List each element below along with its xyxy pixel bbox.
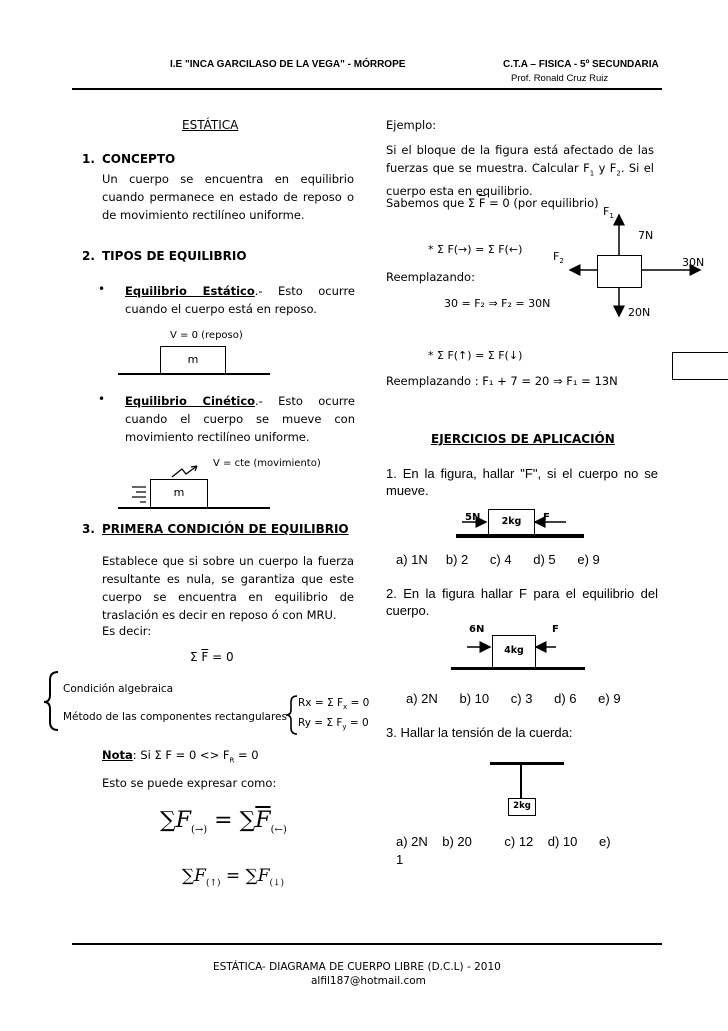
q3-block xyxy=(508,798,536,816)
section-3-es-decir: Es decir: xyxy=(102,624,152,638)
footer-email: alfil187@hotmail.com xyxy=(311,975,426,987)
sum-f-zero-value: = 0 xyxy=(212,650,234,664)
fig2-floor xyxy=(118,507,270,509)
ejemplo-sub-1: 1 xyxy=(589,169,595,178)
condicion-algebraica: Condición algebraica xyxy=(63,683,174,695)
label-f1-sub: 1 xyxy=(609,212,614,221)
footer-rule xyxy=(72,943,662,945)
section-1-text: Un cuerpo se encuentra en equilibrio cuando permanece en estado de reposo o de movimiento rectilíneo uniforme. xyxy=(102,172,354,222)
q2-label-f: F xyxy=(552,624,559,635)
question-3: 3. Hallar la tensión de la cuerda: xyxy=(386,725,573,740)
fig1-floor xyxy=(118,373,270,375)
bullet-1-title: Equilibrio Estático xyxy=(125,284,255,298)
q2-arrows xyxy=(0,0,1,1)
ejemplo-text-2: . Si el cuerpo esta en equilibrio. xyxy=(386,161,654,199)
question-2: 2. En la figura hallar F para el equilibrio del cuerpo. xyxy=(386,586,658,618)
q1-label-5n: 5N xyxy=(465,512,481,523)
nota xyxy=(102,748,259,764)
section-2-number: 2. xyxy=(82,249,95,263)
expresion-text: Esto se puede expresar como: xyxy=(102,776,277,790)
label-f1-text: F xyxy=(603,205,610,218)
reemplazando-1: Reemplazando: xyxy=(386,270,475,284)
q3-mass: 2kg xyxy=(513,801,531,811)
header-school: I.E "INCA GARCILASO DE LA VEGA" - MÓRROPE xyxy=(170,59,406,70)
q2-block xyxy=(492,635,536,669)
label-f2 xyxy=(553,250,564,265)
footer-title: ESTÁTICA- DIAGRAMA DE CUERPO LIBRE (D.C.L) - 2010 xyxy=(213,961,501,973)
q2-mass: 4kg xyxy=(504,645,524,656)
nota-end: = 0 xyxy=(234,748,259,762)
label-7n: 7N xyxy=(638,229,654,242)
formula-vertical: $\sum F_{(↑)} = \sum F_{(↓)}$ xyxy=(182,866,285,889)
page-title: ESTÁTICA xyxy=(182,118,239,132)
q3-ceiling xyxy=(490,762,564,765)
section-3-number: 3. xyxy=(82,522,95,536)
question-3-options-cont: 1 xyxy=(396,852,404,867)
bullet-2-title: Equilibrio Cinético xyxy=(125,394,256,408)
equation-f2-result: 30 = F₂ ⇒ F₂ = 30N xyxy=(444,297,551,310)
ejemplo-sub-2: 2 xyxy=(616,169,621,178)
q2-floor xyxy=(451,667,585,670)
q1-mass: 2kg xyxy=(501,516,522,527)
section-1-title: CONCEPTO xyxy=(102,152,176,166)
question-1: 1. En la figura, hallar "F", si el cuerpo no se mueve. xyxy=(386,466,658,498)
fig1-block xyxy=(160,346,226,374)
metodo-componentes: Método de las componentes rectangulares xyxy=(63,711,287,723)
equation-vertical-sum: * Σ F(↑) = Σ F(↓) xyxy=(428,349,523,362)
fig1-label: V = 0 (reposo) xyxy=(170,330,243,341)
ry-sub: y xyxy=(342,723,347,732)
example-block xyxy=(597,255,642,288)
ejemplo-text-1: Si el bloque de la figura está afectado de las fuerzas que se muestra. Calcular F xyxy=(386,143,654,175)
bullet-1-body: .- Esto ocurre cuando el cuerpo está en reposo. xyxy=(125,284,355,316)
rx-text: Rx = Σ F xyxy=(298,697,343,709)
sabemos: Sabemos que Σ $\overline{F} = 0$ (por equilibrio) xyxy=(386,196,599,210)
bullet-1-text xyxy=(125,282,355,318)
q3-rope xyxy=(520,765,522,798)
ejemplo-heading: Ejemplo: xyxy=(386,118,437,132)
section-1-number: 1. xyxy=(82,152,95,166)
label-20n: 20N xyxy=(628,306,651,319)
label-f2-sub: 2 xyxy=(559,257,564,266)
bullet-2-body: .- Esto ocurre cuando el cuerpo se mueve con movimiento rectilíneo uniforme. xyxy=(125,394,355,444)
section-3-text: Establece que si sobre un cuerpo la fuerza resultante es nula, se garantiza que este cuerpo se encuentra en equilibrio de traslación es decir en reposo ó con MRU. xyxy=(102,554,354,622)
reemplazando-2: Reemplazando : F₁ + 7 = 20 ⇒ F₁ = 13N xyxy=(386,374,618,388)
question-2-options: a) 2N b) 10 c) 3 d) 6 e) 9 xyxy=(406,691,621,706)
sabemos-text: Sabemos que Σ xyxy=(386,196,476,210)
question-3-options: a) 2N b) 20 c) 12 d) 10 e) xyxy=(396,834,611,849)
header-teacher: Prof. Ronald Cruz Ruiz xyxy=(511,73,609,84)
nota-label: Nota xyxy=(102,748,133,762)
ry-end: = 0 xyxy=(346,717,369,729)
rx-equation xyxy=(298,697,369,711)
header-course: C.T.A – FISICA - 5º SECUNDARIA xyxy=(503,59,659,70)
equation-horizontal-sum: * Σ F(→) = Σ F(←) xyxy=(428,243,523,256)
label-f2-text: F xyxy=(553,250,560,263)
label-f1 xyxy=(603,205,614,220)
rx-end: = 0 xyxy=(347,697,370,709)
section-2-title: TIPOS DE EQUILIBRIO xyxy=(102,249,247,263)
page-edge-box xyxy=(672,352,728,380)
fig2-mass: m xyxy=(173,486,185,499)
question-1-options: a) 1N b) 2 c) 4 d) 5 e) 9 xyxy=(396,552,600,567)
section-3-title: PRIMERA CONDICIÓN DE EQUILIBRIO xyxy=(102,522,349,536)
fig1-mass: m xyxy=(187,353,199,366)
sabemos-end: = 0 (por equilibrio) xyxy=(485,196,599,210)
fig2-block xyxy=(150,479,208,508)
ejemplo-y: y F xyxy=(594,161,617,175)
fig2-label: V = cte (movimiento) xyxy=(213,458,321,469)
bullet-1: • xyxy=(98,282,106,296)
q2-label-6n: 6N xyxy=(469,624,485,635)
bullet-2-text xyxy=(125,392,355,446)
bullet-2: • xyxy=(98,392,106,406)
q1-block xyxy=(488,509,535,536)
q1-floor xyxy=(456,534,584,538)
nota-sub: R xyxy=(229,756,235,765)
ejemplo-text xyxy=(386,141,654,200)
rx-sub: x xyxy=(343,703,348,712)
header-rule xyxy=(72,88,662,90)
nota-text: : Si Σ F = 0 <> F xyxy=(132,748,230,762)
sum-f-zero: Σ $\overline{F} = 0$ xyxy=(190,650,234,664)
formula-horizontal: $\sum F_{(\to)} = \sum\overline{F}_{(\leftarrow)}$ xyxy=(160,808,287,836)
ry-text: Ry = Σ F xyxy=(298,717,343,729)
q1-label-f: F xyxy=(543,512,550,523)
label-30n: 30N xyxy=(682,256,705,269)
ry-equation xyxy=(298,717,369,731)
ejercicios-title: EJERCICIOS DE APLICACIÓN xyxy=(431,432,615,446)
